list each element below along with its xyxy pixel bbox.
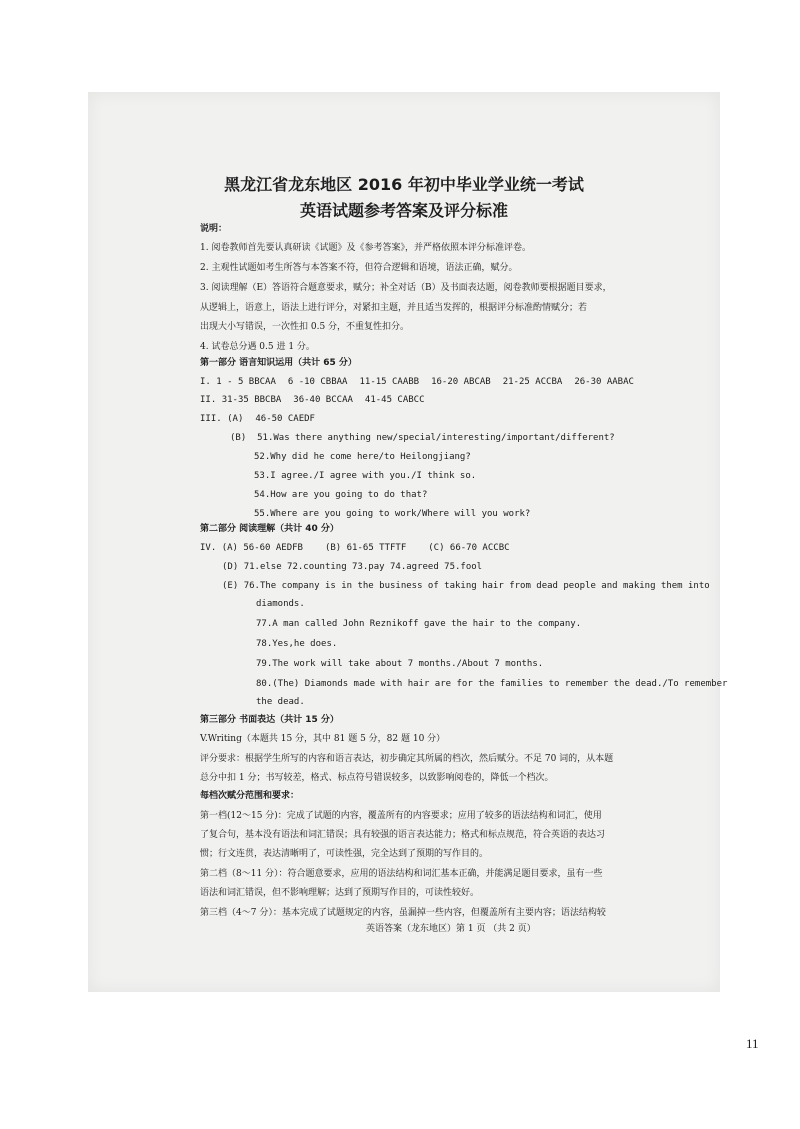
tier-1-cont: 了复合句，基本没有语法和词汇错误；具有较强的语言表达能力；格式和标点规范，符合英语的表达习 bbox=[200, 830, 606, 840]
note-3-cont: 从逻辑上，语意上，语法上进行评分，对紧扣主题，并且适当发挥的，根据评分标准酌情赋分；若 bbox=[200, 303, 588, 313]
writing-heading: V.Writing（本题共 15 分，其中 81 题 5 分，82 题 10 分） bbox=[200, 734, 446, 744]
tier-1: 第一档(12～15 分)：完成了试题的内容，覆盖所有的内容要求；应用了较多的语法结构和词汇，使用 bbox=[200, 811, 602, 821]
page-number: 11 bbox=[746, 1036, 759, 1051]
tier-2: 第二档（8～11 分）：符合题意要求，应用的语法结构和词汇基本正确，并能满足题目要求，虽有一些 bbox=[200, 869, 603, 879]
score-range-label: 每档次赋分范围和要求： bbox=[200, 791, 300, 801]
part2-heading: 第二部分 阅读理解（共计 40 分） bbox=[200, 524, 339, 534]
explanation-label: 说明： bbox=[200, 224, 228, 234]
scoring-requirement-cont: 总分中扣 1 分；书写较差，格式、标点符号错误较多，以致影响阅卷的，降低一个档次。 bbox=[200, 773, 554, 783]
section-4e-item-80: 80.(The) Diamonds made with hair are for the families to remember the dead./To remember bbox=[256, 679, 728, 689]
section-3b-item-51: (B) 51.Was there anything new/special/interesting/important/different? bbox=[230, 433, 615, 443]
tier-1-cont2: 惯；行文连贯，表达清晰明了，可读性强，完全达到了预期的写作目的。 bbox=[200, 849, 489, 859]
section-4-answers: IV. (A) 56-60 AEDFB (B) 61-65 TTFTF (C) 66-70 ACCBC bbox=[200, 543, 510, 553]
section-3b-item-53: 53.I agree./I agree with you./I think so. bbox=[254, 471, 477, 481]
note-4: 4. 试卷总分遇 0.5 进 1 分。 bbox=[200, 342, 315, 352]
section-4e-item-78: 78.Yes,he does. bbox=[256, 639, 338, 649]
document-subtitle: 英语试题参考答案及评分标准 bbox=[299, 201, 508, 220]
document-title: 黑龙江省龙东地区 2016 年初中毕业学业统一考试 bbox=[224, 175, 584, 194]
section-4e-item-79: 79.The work will take about 7 months./About 7 months. bbox=[256, 659, 544, 669]
section-2-answers: II. 31-35 BBCBA 36-40 BCCAA 41-45 CABCC bbox=[200, 395, 425, 405]
scanned-page bbox=[88, 92, 728, 992]
page-footer: 英语答案（龙东地区）第 1 页 （共 2 页） bbox=[366, 924, 536, 934]
tier-2-cont: 语法和词汇错误，但不影响理解；达到了预期写作目的，可读性较好。 bbox=[200, 888, 480, 898]
section-4e-item-76: (E) 76.The company is in the business of taking hair from dead people and making them into bbox=[222, 581, 710, 591]
section-1-answers: I. 1 - 5 BBCAA 6 -10 CBBAA 11-15 CAABB 16-20 ABCAB 21-25 ACCBA 26-30 AABAC bbox=[200, 377, 634, 387]
section-4d-answers: (D) 71.else 72.counting 73.pay 74.agreed 75.fool bbox=[222, 562, 483, 572]
part1-heading: 第一部分 语言知识运用（共计 65 分） bbox=[200, 358, 357, 368]
section-3b-item-55: 55.Where are you going to work/Where will you work? bbox=[254, 509, 531, 519]
tier-3: 第三档（4～7 分）：基本完成了试题规定的内容，虽漏掉一些内容，但覆盖所有主要内容；语法结构较 bbox=[200, 908, 606, 918]
note-1: 1. 阅卷教师首先要认真研读《试题》及《参考答案》，并严格依照本评分标准评卷。 bbox=[200, 243, 531, 253]
note-3: 3. 阅读理解（E）答语符合题意要求，赋分；补全对话（B）及书面表达题，阅卷教师要根据题目要求， bbox=[200, 283, 612, 293]
scoring-requirement: 评分要求：根据学生所写的内容和语言表达，初步确定其所属的档次，然后赋分。不足 70 词的，从本题 bbox=[200, 754, 614, 764]
section-3b-item-52: 52.Why did he come here/to Heilongjiang? bbox=[254, 452, 471, 462]
section-4e-item-76-cont: diamonds. bbox=[256, 599, 305, 609]
section-4e-item-80-cont: the dead. bbox=[256, 697, 305, 707]
note-3-cont2: 出现大小写错误，一次性扣 0.5 分，不重复性扣分。 bbox=[200, 322, 410, 332]
section-3a-answers: III. (A) 46-50 CAEDF bbox=[200, 414, 315, 424]
section-4e-item-77: 77.A man called John Reznikoff gave the hair to the company. bbox=[256, 619, 582, 629]
part3-heading: 第三部分 书面表达（共计 15 分） bbox=[200, 715, 339, 725]
section-3b-item-54: 54.How are you going to do that? bbox=[254, 490, 428, 500]
note-2: 2. 主观性试题如考生所答与本答案不符，但符合逻辑和语境，语法正确，赋分。 bbox=[200, 263, 518, 273]
